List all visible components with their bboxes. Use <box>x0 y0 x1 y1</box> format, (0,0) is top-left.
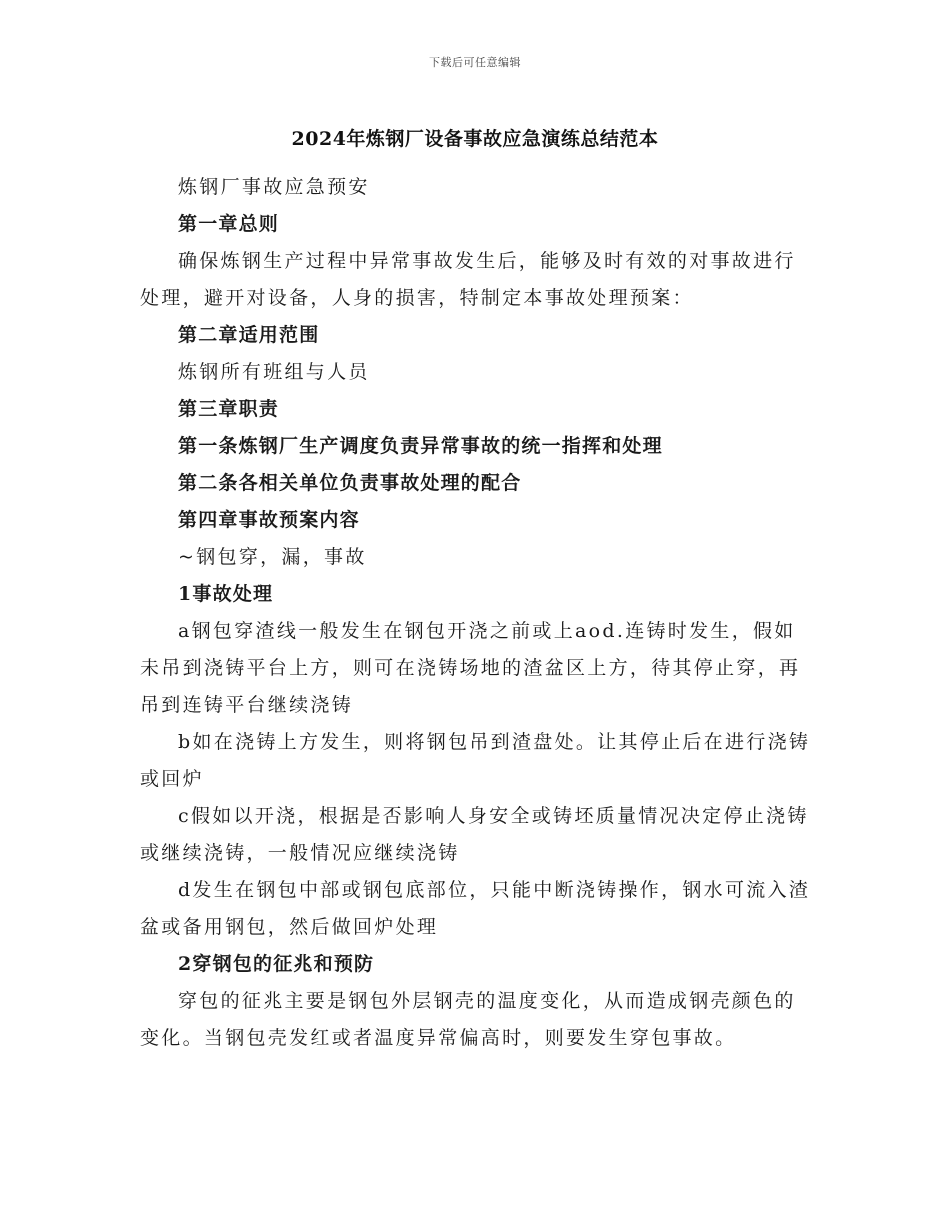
heading-chapter-1: 第一章总则 <box>178 213 280 235</box>
heading-chapter-2: 第二章适用范围 <box>178 324 320 346</box>
heading-section-2: 2穿钢包的征兆和预防 <box>178 953 375 975</box>
paragraph-purpose: 确保炼钢生产过程中异常事故发生后，能够及时有效的对事故进行处理，避开对设备，人身的损害，特制定本事故处理预案： <box>140 250 796 309</box>
paragraph-item-a: a钢包穿渣线一般发生在钢包开浇之前或上aod.连铸时发生，假如未吊到浇铸平台上方，则可在浇铸场地的渣盆区上方，待其停止穿，再吊到连铸平台继续浇铸 <box>140 620 801 716</box>
paragraph-signs: 穿包的征兆主要是钢包外层钢壳的温度变化，从而造成钢壳颜色的变化。当钢包壳发红或者温度异常偏高时，则要发生穿包事故。 <box>140 990 796 1049</box>
paragraph-item-b: b如在浇铸上方发生，则将钢包吊到渣盘处。让其停止后在进行浇铸或回炉 <box>140 731 811 790</box>
document-title: 2024年炼钢厂设备事故应急演练总结范本 <box>291 128 659 150</box>
heading-chapter-4: 第四章事故预案内容 <box>178 509 360 531</box>
paragraph-item-c: c假如以开浇，根据是否影响人身安全或铸坯质量情况决定停止浇铸或继续浇铸，一般情况应继续浇铸 <box>140 805 809 864</box>
paragraph-item-d: d发生在钢包中部或钢包底部位，只能中断浇铸操作，钢水可流入渣盆或备用钢包，然后做回炉处理 <box>140 879 811 938</box>
paragraph-preface: 炼钢厂事故应急预安 <box>178 176 370 198</box>
heading-chapter-3: 第三章职责 <box>178 398 280 420</box>
page-header-note: 下载后可任意编辑 <box>429 56 521 69</box>
article-1: 第一条炼钢厂生产调度负责异常事故的统一指挥和处理 <box>178 435 663 457</box>
paragraph-incident-type: ~钢包穿，漏，事故 <box>178 546 367 568</box>
article-2: 第二条各相关单位负责事故处理的配合 <box>178 472 522 494</box>
paragraph-scope: 炼钢所有班组与人员 <box>178 361 370 383</box>
document-body <box>140 169 815 1057</box>
heading-section-1: 1事故处理 <box>178 583 274 605</box>
